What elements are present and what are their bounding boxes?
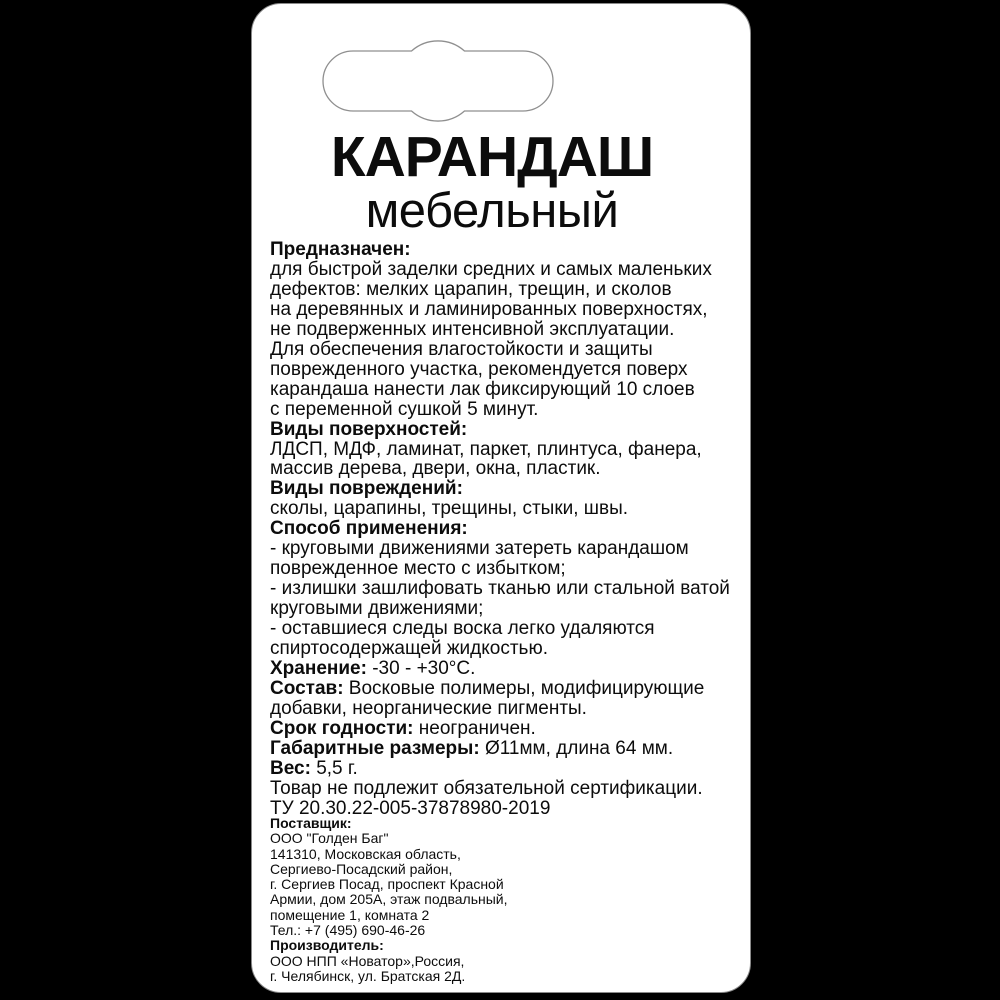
line-text: - излишки зашлифовать тканью или стальной ватой	[270, 578, 730, 600]
line-label: Виды повреждений:	[270, 478, 463, 500]
line-text: Тел.: +7 (495) 690-46-26	[270, 922, 426, 939]
line-text: Восковые полимеры, модифицирующие	[343, 677, 705, 699]
line-text: Товар не подлежит обязательной сертификации.	[270, 777, 703, 799]
text-line	[270, 877, 740, 892]
line-text: - оставшиеся следы воска легко удаляются	[270, 618, 655, 640]
text-line	[270, 400, 740, 420]
line-text: Для обеспечения влагостойкости и защиты	[270, 338, 653, 360]
line-label: Виды поверхностей:	[270, 418, 468, 440]
line-text: дефектов: мелких царапин, трещин, и сколов	[270, 278, 672, 300]
line-text: круговыми движениями;	[270, 598, 484, 620]
text-line	[270, 719, 740, 739]
line-label: Габаритные размеры:	[270, 737, 480, 759]
line-text: - круговыми движениями затереть карандашом	[270, 538, 689, 560]
line-text: для быстрой заделки средних и самых маленьких	[270, 258, 712, 280]
product-title: КАРАНДАШ	[330, 125, 654, 189]
line-text: г. Челябинск, ул. Братская 2Д.	[270, 967, 466, 984]
text-line	[270, 739, 740, 759]
line-text: 141310, Московская область,	[270, 845, 461, 862]
text-line	[270, 539, 740, 559]
text-line	[270, 923, 740, 938]
line-text: ООО "Голден Баг"	[270, 830, 389, 847]
line-text: поврежденное место с избытком;	[270, 558, 566, 580]
line-text: карандаша нанести лак фиксирующий 10 слоев	[270, 378, 695, 400]
text-line	[270, 579, 740, 599]
text-line	[270, 847, 740, 862]
text-line	[270, 499, 740, 519]
text-line	[270, 816, 740, 831]
product-subtitle: мебельный	[365, 184, 619, 238]
line-label: Способ применения:	[270, 518, 468, 540]
text-line	[270, 559, 740, 579]
text-line	[270, 892, 740, 907]
text-line	[270, 240, 740, 260]
text-line	[270, 679, 740, 699]
line-text: помещение 1, комната 2	[270, 906, 430, 923]
line-text: сколы, царапины, трещины, стыки, швы.	[270, 498, 629, 520]
line-label: Предназначен:	[270, 239, 411, 260]
text-line	[270, 954, 740, 969]
line-label: Срок годности:	[270, 717, 414, 739]
text-line	[270, 779, 740, 799]
line-label: Вес:	[270, 757, 311, 779]
text-line	[270, 300, 740, 320]
description-block	[270, 240, 740, 819]
line-label: Состав:	[270, 677, 344, 699]
line-text: -30 - +30°С.	[366, 658, 476, 680]
text-line	[270, 440, 740, 460]
text-line	[270, 659, 740, 679]
line-text: Сергиево-Посадский район,	[270, 860, 453, 877]
text-line	[270, 699, 740, 719]
text-line	[270, 380, 740, 400]
line-text: неограничен.	[413, 717, 536, 739]
text-line	[270, 969, 740, 984]
line-text: массив дерева, двери, окна, пластик.	[270, 458, 601, 480]
text-line	[270, 459, 740, 479]
line-label: Поставщик:	[270, 815, 352, 831]
text-line	[270, 599, 740, 619]
line-text: с переменной сушкой 5 минут.	[270, 398, 539, 420]
text-line	[270, 831, 740, 846]
text-line	[270, 908, 740, 923]
line-text: поврежденного участка, рекомендуется поверх	[270, 358, 688, 380]
text-line	[270, 938, 740, 953]
title-block	[252, 125, 732, 238]
text-line	[270, 260, 740, 280]
line-text: добавки, неорганические пигменты.	[270, 697, 587, 719]
line-label: Производитель:	[270, 937, 384, 954]
line-text: не подверженных интенсивной эксплуатации.	[270, 318, 675, 340]
text-line	[270, 619, 740, 639]
line-text: Армии, дом 205А, этаж подвальный,	[270, 891, 508, 908]
text-line	[270, 340, 740, 360]
line-text: на деревянных и ламинированных поверхностях,	[270, 298, 708, 320]
text-line	[270, 479, 740, 499]
line-text: ООО НПП «Новатор»,Россия,	[270, 952, 465, 969]
line-text: г. Сергиев Посад, проспект Красной	[270, 876, 504, 893]
line-label: Хранение:	[270, 658, 367, 680]
text-line	[270, 862, 740, 877]
euro-slot-hanger-hole	[252, 4, 612, 144]
text-line	[270, 519, 740, 539]
text-line	[270, 320, 740, 340]
line-text: ЛДСП, МДФ, ламинат, паркет, плинтуса, фанера,	[270, 438, 702, 460]
line-text: Ø11мм, длина 64 мм.	[479, 737, 674, 759]
line-text: 5,5 г.	[310, 757, 358, 779]
line-text: спиртосодержащей жидкостью.	[270, 638, 548, 660]
text-line	[270, 639, 740, 659]
product-label-card	[251, 3, 751, 993]
supplier-producer-block	[270, 816, 740, 984]
text-line	[270, 360, 740, 380]
text-line	[270, 759, 740, 779]
line-text: ТУ 20.30.22-005-37878980-2019	[270, 797, 551, 819]
text-line	[270, 280, 740, 300]
text-line	[270, 420, 740, 440]
